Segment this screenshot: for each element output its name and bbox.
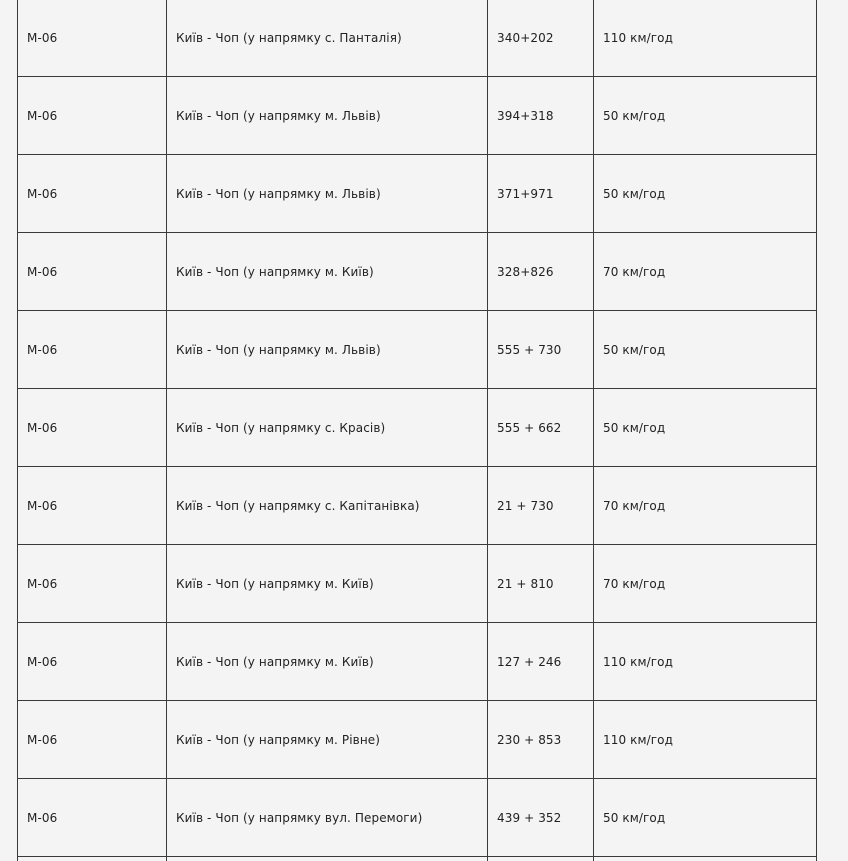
table-row xyxy=(18,389,817,467)
table-cell xyxy=(167,857,488,861)
speed-limit-cell: 50 км/год xyxy=(594,311,817,389)
speed-limit-cell: 50 км/год xyxy=(594,77,817,155)
speed-limit-cell: 110 км/год xyxy=(594,623,817,701)
speed-limit-cell: 70 км/год xyxy=(594,545,817,623)
direction-cell: Київ - Чоп (у напрямку м. Львів) xyxy=(167,77,488,155)
kilometer-cell: 371+971 xyxy=(488,155,594,233)
direction-cell: Київ - Чоп (у напрямку м. Львів) xyxy=(167,311,488,389)
table-cell xyxy=(594,857,817,861)
table-row xyxy=(18,233,817,311)
direction-cell: Київ - Чоп (у напрямку м. Київ) xyxy=(167,233,488,311)
kilometer-cell: 21 + 730 xyxy=(488,467,594,545)
kilometer-cell: 328+826 xyxy=(488,233,594,311)
speed-limit-cell: 50 км/год xyxy=(594,779,817,857)
speed-limit-cell: 70 км/год xyxy=(594,233,817,311)
kilometer-cell: 340+202 xyxy=(488,0,594,77)
speed-limit-table-container xyxy=(17,0,816,861)
speed-limit-cell: 70 км/год xyxy=(594,467,817,545)
road-cell: М-06 xyxy=(18,389,167,467)
kilometer-cell: 555 + 662 xyxy=(488,389,594,467)
speed-limit-cell: 110 км/год xyxy=(594,0,817,77)
road-cell: М-06 xyxy=(18,467,167,545)
direction-cell: Київ - Чоп (у напрямку с. Панталія) xyxy=(167,0,488,77)
kilometer-cell: 439 + 352 xyxy=(488,779,594,857)
table-row xyxy=(18,467,817,545)
table-body xyxy=(18,0,817,861)
road-cell: М-06 xyxy=(18,311,167,389)
direction-cell: Київ - Чоп (у напрямку м. Львів) xyxy=(167,155,488,233)
table-row xyxy=(18,155,817,233)
road-cell: М-06 xyxy=(18,701,167,779)
direction-cell: Київ - Чоп (у напрямку м. Київ) xyxy=(167,623,488,701)
road-cell: М-06 xyxy=(18,779,167,857)
table-row xyxy=(18,701,817,779)
kilometer-cell: 555 + 730 xyxy=(488,311,594,389)
kilometer-cell: 127 + 246 xyxy=(488,623,594,701)
direction-cell: Київ - Чоп (у напрямку м. Рівне) xyxy=(167,701,488,779)
table-row xyxy=(18,77,817,155)
road-cell: М-06 xyxy=(18,0,167,77)
table-row xyxy=(18,311,817,389)
table-row xyxy=(18,0,817,77)
speed-limit-cell: 50 км/год xyxy=(594,155,817,233)
speed-limit-table xyxy=(17,0,817,861)
speed-limit-cell: 110 км/год xyxy=(594,701,817,779)
direction-cell: Київ - Чоп (у напрямку с. Капітанівка) xyxy=(167,467,488,545)
table-cell xyxy=(488,857,594,861)
speed-limit-cell: 50 км/год xyxy=(594,389,817,467)
road-cell: М-06 xyxy=(18,233,167,311)
table-row xyxy=(18,779,817,857)
table-row-partial xyxy=(18,857,817,861)
table-row xyxy=(18,623,817,701)
kilometer-cell: 230 + 853 xyxy=(488,701,594,779)
kilometer-cell: 21 + 810 xyxy=(488,545,594,623)
table-cell xyxy=(18,857,167,861)
road-cell: М-06 xyxy=(18,77,167,155)
road-cell: М-06 xyxy=(18,623,167,701)
kilometer-cell: 394+318 xyxy=(488,77,594,155)
direction-cell: Київ - Чоп (у напрямку м. Київ) xyxy=(167,545,488,623)
road-cell: М-06 xyxy=(18,545,167,623)
direction-cell: Київ - Чоп (у напрямку вул. Перемоги) xyxy=(167,779,488,857)
direction-cell: Київ - Чоп (у напрямку с. Красів) xyxy=(167,389,488,467)
road-cell: М-06 xyxy=(18,155,167,233)
table-row xyxy=(18,545,817,623)
